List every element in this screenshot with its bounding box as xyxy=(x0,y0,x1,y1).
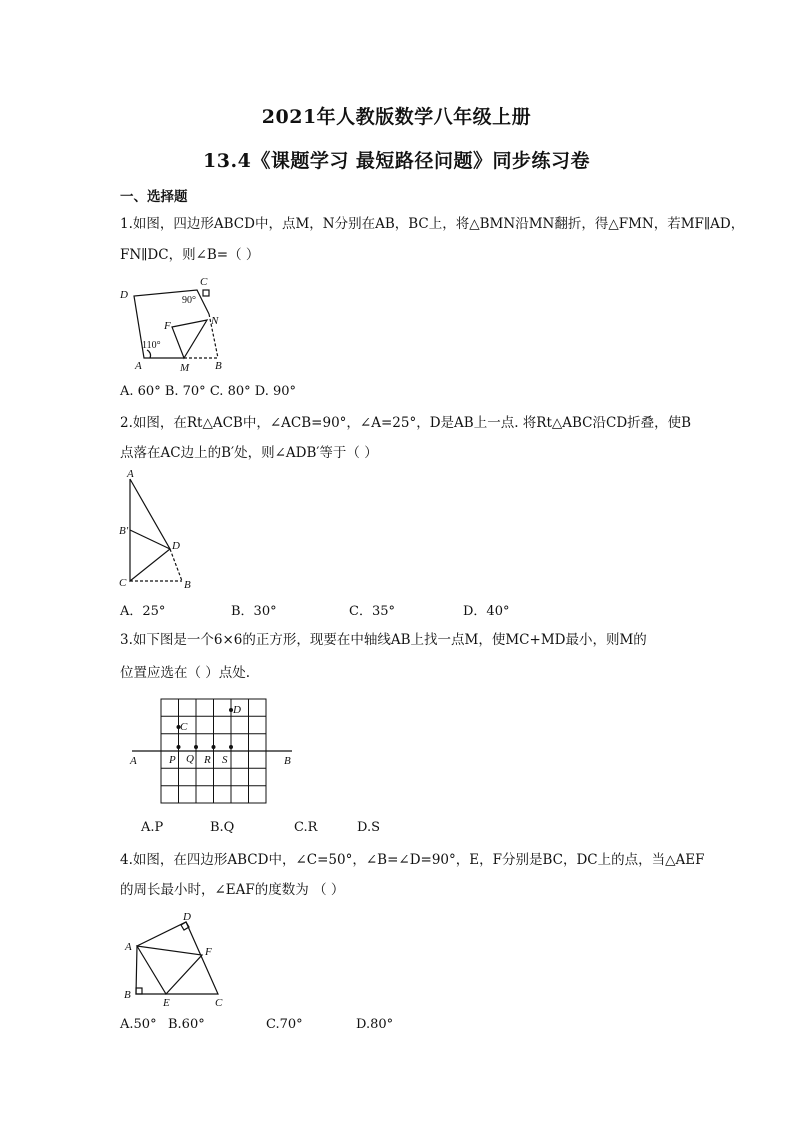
q1-figure xyxy=(112,272,242,374)
document-subtitle: 13.4《课题学习 最短路径问题》同步练习卷 xyxy=(203,150,590,172)
q2-label-b: B xyxy=(184,579,191,591)
q1-label-f: F xyxy=(164,320,171,332)
q2-triangle-acd xyxy=(130,479,170,581)
q2-label-a: A xyxy=(127,468,134,480)
q3-label-a: A xyxy=(130,755,137,767)
q3-label-s: S xyxy=(222,754,228,766)
q1-label-angle-a: 110° xyxy=(142,340,161,351)
q3-label-b: B xyxy=(284,755,291,767)
q2-dashed-db xyxy=(170,549,182,581)
q3-point-r xyxy=(212,745,216,749)
q4-label-c: C xyxy=(215,997,223,1009)
q4-text-line2: 的周长最小时，∠EAF的度数为 （ ） xyxy=(120,882,345,898)
q4-quad-abcd xyxy=(136,922,218,994)
q1-options: A. 60° B. 70° C. 80° D. 90° xyxy=(120,384,297,399)
q2-label-bprime: B′ xyxy=(119,525,129,537)
q4-label-d: D xyxy=(183,911,191,923)
q1-folded-triangle xyxy=(172,320,207,358)
q2-option-b: B．30° xyxy=(231,604,277,619)
q2-option-d: D．40° xyxy=(463,604,510,619)
q4-label-a: A xyxy=(125,941,132,953)
q1-label-d: D xyxy=(120,289,128,301)
q3-label-p: P xyxy=(169,754,176,766)
q3-label-d: D xyxy=(233,704,241,716)
q1-label-m: M xyxy=(180,362,190,374)
q1-label-n: N xyxy=(211,315,219,327)
q2-option-a: A．25° xyxy=(120,604,166,619)
q3-text-line1: 3.如下图是一个6×6的正方形，现要在中轴线AB上找一点M，使MC+MD最小，则M的 xyxy=(120,632,647,648)
q1-label-angle-c: 90° xyxy=(182,295,196,306)
q3-label-c: C xyxy=(180,721,188,733)
q2-label-c: C xyxy=(119,577,127,589)
q2-text-line1: 2.如图，在Rt△ACB中，∠ACB=90°，∠A=25°，D是AB上一点. 将Rt△ABC沿CD折叠，使B xyxy=(120,415,692,431)
q3-label-r: R xyxy=(204,754,211,766)
q3-option-a: A.P xyxy=(141,820,164,835)
q3-option-d: D.S xyxy=(357,820,380,835)
q1-label-a: A xyxy=(135,360,142,372)
q3-option-c: C.R xyxy=(294,820,318,835)
q2-label-d: D xyxy=(172,540,180,552)
q4-triangle-aef xyxy=(137,946,202,994)
q1-angle-a-arc xyxy=(147,350,151,358)
q4-label-e: E xyxy=(163,997,170,1009)
q3-point-s xyxy=(229,745,233,749)
document-title: 2021年人教版数学八年级上册 xyxy=(261,106,532,128)
q4-label-b: B xyxy=(124,989,131,1001)
q4-label-f: F xyxy=(205,946,212,958)
q1-right-angle-c xyxy=(203,290,209,296)
q4-option-d: D.80° xyxy=(356,1017,394,1032)
q2-option-c: C．35° xyxy=(349,604,395,619)
q4-option-c: C.70° xyxy=(266,1017,303,1032)
q3-label-q: Q xyxy=(186,753,194,765)
q1-text-line1: 1.如图，四边形ABCD中，点M，N分别在AB，BC上，将△BMN沿MN翻折，得△FMN，若MF∥AD， xyxy=(120,216,745,232)
section-heading: 一、选择题 xyxy=(120,189,188,205)
q1-text-line2: FN∥DC，则∠B=（ ） xyxy=(120,247,260,263)
q2-text-line2: 点落在AC边上的B′处，则∠ADB′等于（ ） xyxy=(120,445,378,461)
q1-label-c: C xyxy=(200,276,208,288)
q4-option-b: B.60° xyxy=(168,1017,205,1032)
q4-text-line1: 4.如图，在四边形ABCD中，∠C=50°，∠B=∠D=90°，E，F分别是BC，DC上的点，当△AEF xyxy=(120,852,705,868)
q3-text-line2: 位置应选在（ ）点处. xyxy=(120,665,251,681)
q3-point-q xyxy=(194,745,198,749)
q3-option-b: B.Q xyxy=(210,820,235,835)
q1-label-b: B xyxy=(215,360,222,372)
q3-figure xyxy=(120,690,300,810)
q2-figure xyxy=(112,468,202,593)
q4-option-a: A.50° xyxy=(120,1017,157,1032)
q3-point-p xyxy=(177,745,181,749)
q4-figure xyxy=(118,908,233,1008)
q4-right-angle-b xyxy=(136,988,142,994)
